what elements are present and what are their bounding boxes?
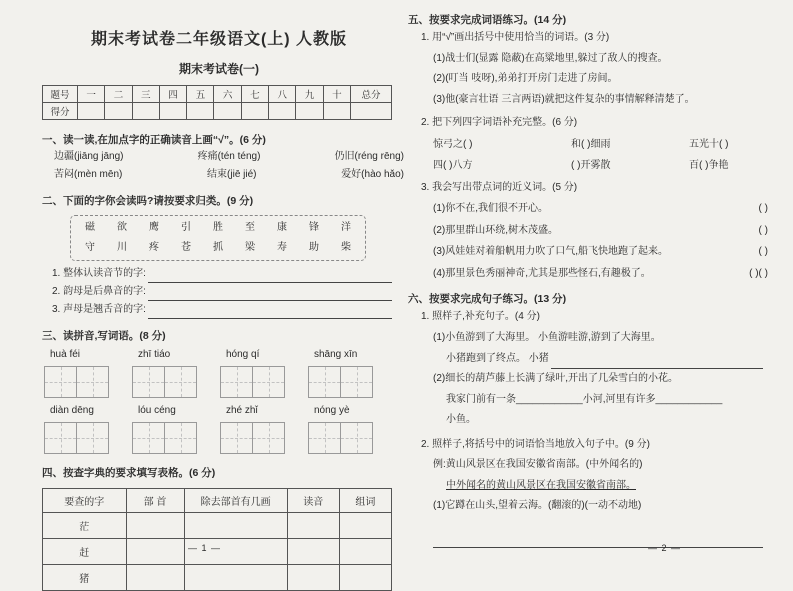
writing-cell [220, 366, 253, 398]
lookup-char-cell: 茫 [43, 513, 127, 539]
pinyin-choice-item: 边疆(jiāng jāng) [54, 151, 124, 162]
score-empty-cell [187, 103, 214, 120]
sentence-example-answer [446, 476, 773, 497]
sentence-example: 例:黄山风景区在我国安徽省南部。(中外闻名的) [433, 459, 643, 470]
dictionary-table [42, 488, 392, 591]
score-header-cell: 八 [269, 86, 296, 103]
empty-cell [287, 539, 339, 565]
score-header-cell: 九 [296, 86, 323, 103]
classify-question-label: 1. 整体认读音节的字: [52, 268, 146, 279]
pinyin-choice-item: 疼痛(tén téng) [197, 151, 261, 162]
sentence-example: (1)小鱼游到了大海里。 小鱼游哇游,游到了大海里。 [433, 331, 661, 343]
pinyin-word [42, 405, 130, 454]
pinyin-label: lóu céng [138, 405, 176, 416]
idiom-item: 和( )细雨 [571, 138, 611, 150]
dictionary-row [43, 565, 392, 591]
dictionary-row [43, 513, 392, 539]
answer-paren: ( ) [758, 224, 768, 236]
writing-cell [76, 422, 109, 454]
score-table-score-row [43, 103, 392, 120]
page-2 [402, 0, 793, 561]
classify-char: 欲 [117, 222, 127, 233]
idiom-item: 五光十( ) [689, 138, 729, 150]
empty-cell [339, 513, 391, 539]
sentence-fill-text: 小鱼。 [446, 414, 476, 425]
section6-q2-label: 2. 照样子,将括号中的词语恰当地放入句子中。(9 分) [421, 438, 650, 450]
section5-q1-label: 1. 用“√”画出括号中使用恰当的词语。(3 分) [421, 32, 610, 43]
pinyin-choice-item: 爱好(hào hǎo) [341, 169, 404, 180]
sentence-fill-label: 小猪跑到了终点。 小猪 [446, 353, 549, 364]
word-choice-item: (2)(叮当 吱呀),弟弟打开房门走进了房间。 [433, 73, 618, 84]
dict-header-cell: 组词 [339, 489, 391, 513]
writing-grid [132, 422, 218, 454]
classify-question-label: 3. 声母是翘舌音的字: [52, 304, 146, 315]
score-header-cell: 十 [323, 86, 350, 103]
empty-cell [339, 539, 391, 565]
idiom-item: 百( )争艳 [689, 159, 729, 171]
score-label-cell: 得分 [43, 103, 78, 120]
score-header-cell: 三 [132, 86, 159, 103]
section2-header: 二、下面的字你会读吗?请按要求归类。(9 分) [42, 195, 254, 207]
idiom-row-1 [408, 134, 766, 155]
classify-char: 梁 [245, 242, 255, 253]
page-number-1: — 1 — [188, 543, 222, 553]
section5-header: 五、按要求完成词语练习。(14 分) [408, 14, 567, 26]
score-empty-cell [351, 103, 392, 120]
synonym-item [408, 241, 768, 263]
word-choice-item: (1)战士们(显露 隐蔽)在高粱地里,躲过了敌人的搜查。 [433, 52, 668, 64]
idiom-item: 惊弓之( ) [433, 138, 473, 150]
classify-question-2 [42, 283, 392, 301]
section5-q2-label: 2. 把下列四字词语补充完整。(6 分) [421, 117, 578, 128]
classify-char: 助 [309, 242, 319, 253]
writing-cell [308, 422, 341, 454]
classify-char: 康 [277, 222, 287, 233]
pinyin-choice-item: 苦闷(mèn mēn) [54, 169, 123, 180]
score-header-cell: 题号 [43, 86, 78, 103]
writing-cell [132, 422, 165, 454]
page-number-2: — 2 — [648, 543, 682, 553]
section6-q1-label: 1. 照样子,补充句子。(4 分) [421, 311, 540, 322]
pinyin-choice-item: 仍旧(réng rēng) [334, 151, 404, 162]
score-header-cell: 一 [78, 86, 105, 103]
classify-char: 疼 [149, 242, 159, 253]
writing-grid [220, 422, 306, 454]
score-empty-cell [323, 103, 350, 120]
sentence-example: (2)细长的葫芦藤上长满了绿叶,开出了几朵雪白的小花。 [433, 373, 678, 384]
pinyin-word [130, 349, 218, 398]
classify-question-3 [42, 301, 392, 319]
classify-char: 柴 [341, 242, 351, 253]
pinyin-label: shāng xīn [314, 349, 358, 360]
pinyin-label: nóng yè [314, 405, 350, 416]
classify-char: 抓 [213, 242, 223, 253]
character-row-2 [85, 238, 351, 258]
classify-char: 磁 [85, 222, 95, 233]
dictionary-table-header [43, 489, 392, 513]
character-box [70, 215, 366, 261]
empty-cell [126, 513, 184, 539]
synonym-sentence: (3)风娃娃对着船帆用力吹了口气,船飞快地跑了起来。 [433, 246, 668, 257]
writing-grid [44, 422, 130, 454]
score-header-cell: 七 [241, 86, 268, 103]
writing-grid [220, 366, 306, 398]
score-table [42, 85, 392, 120]
answer-blank-line [433, 517, 763, 548]
empty-cell [184, 513, 287, 539]
score-empty-cell [132, 103, 159, 120]
pinyin-label: diàn dēng [50, 405, 94, 416]
pinyin-label: huà féi [50, 349, 81, 360]
lookup-char-cell: 赶 [43, 539, 127, 565]
writing-grid [132, 366, 218, 398]
section4-header: 四、按查字典的要求填写表格。(6 分) [42, 467, 216, 479]
section6-header: 六、按要求完成句子练习。(13 分) [408, 293, 567, 305]
writing-cell [164, 422, 197, 454]
word-choice-item: (3)他(豪言壮语 三言两语)就把这件复杂的事情解释清楚了。 [433, 93, 695, 105]
writing-grid [308, 422, 394, 454]
synonym-sentence: (1)你不在,我们很不开心。 [433, 203, 548, 214]
pinyin-writing-row-2 [42, 405, 394, 454]
empty-cell [287, 565, 339, 591]
synonym-item [408, 198, 768, 220]
dict-header-cell: 读音 [287, 489, 339, 513]
empty-cell [126, 539, 184, 565]
pinyin-word [218, 405, 306, 454]
classify-char: 寿 [277, 242, 287, 253]
classify-char: 苍 [181, 242, 191, 253]
score-header-cell: 二 [105, 86, 132, 103]
section5-q3-label: 3. 我会写出带点词的近义词。(5 分) [421, 181, 578, 193]
synonym-item [408, 263, 768, 285]
writing-cell [44, 366, 77, 398]
writing-cell [132, 366, 165, 398]
writing-cell [76, 366, 109, 398]
writing-cell [340, 366, 373, 398]
score-empty-cell [214, 103, 241, 120]
character-row-1 [85, 218, 351, 238]
section1-header: 一、读一读,在加点字的正确读音上画“√”。(6 分) [42, 134, 266, 146]
pinyin-choice-item: 结束(jiē jié) [207, 169, 257, 180]
classify-question-label: 2. 韵母是后鼻音的字: [52, 286, 146, 297]
classify-question-1 [42, 265, 392, 283]
pinyin-word [306, 349, 394, 398]
writing-cell [44, 422, 77, 454]
classify-char: 引 [181, 222, 191, 233]
classify-char: 洋 [341, 222, 351, 233]
dict-header-cell: 除去部首有几画 [184, 489, 287, 513]
writing-cell [308, 366, 341, 398]
answer-paren: ( )( ) [749, 267, 768, 279]
answer-paren: ( ) [758, 246, 768, 257]
classify-char: 胜 [213, 222, 223, 233]
score-empty-cell [78, 103, 105, 120]
score-empty-cell [269, 103, 296, 120]
sentence-fill-text: 我家门前有一条____________小河,河里有许多____________ [446, 393, 723, 405]
section1-row1 [54, 148, 404, 166]
synonym-item [408, 220, 768, 242]
idiom-item: ( )开雾散 [571, 159, 611, 171]
answer-blank-line [148, 269, 392, 283]
pinyin-label: zhé zhǐ [226, 405, 258, 416]
score-header-cell: 五 [187, 86, 214, 103]
classify-char: 锋 [309, 222, 319, 233]
classify-char: 鹰 [149, 222, 159, 233]
paper-title: 期末考试卷二年级语文(上) 人教版 [90, 31, 348, 48]
writing-cell [252, 422, 285, 454]
writing-grid [308, 366, 394, 398]
answer-blank-line [551, 355, 763, 369]
dict-header-cell: 部 首 [126, 489, 184, 513]
score-empty-cell [296, 103, 323, 120]
answer-paren: ( ) [758, 203, 768, 214]
pinyin-word [218, 349, 306, 398]
pinyin-word [130, 405, 218, 454]
sentence-rewrite-item: (1)它蹲在山头,望着云海。(翻滚的)(一动不动地) [433, 500, 642, 511]
score-empty-cell [105, 103, 132, 120]
writing-cell [340, 422, 373, 454]
dict-header-cell: 要查的字 [43, 489, 127, 513]
writing-cell [252, 366, 285, 398]
answer-blank-line [148, 305, 392, 319]
empty-cell [184, 565, 287, 591]
pinyin-word [42, 349, 130, 398]
writing-grid [44, 366, 130, 398]
pinyin-word [306, 405, 394, 454]
section3-header: 三、读拼音,写词语。(8 分) [42, 330, 166, 342]
classify-char: 守 [85, 242, 95, 253]
synonym-sentence: (2)那里群山环绕,树木茂盛。 [433, 224, 558, 236]
score-empty-cell [159, 103, 186, 120]
writing-cell [220, 422, 253, 454]
score-header-cell: 总分 [351, 86, 392, 103]
empty-cell [126, 565, 184, 591]
empty-cell [287, 513, 339, 539]
classify-char: 川 [117, 242, 127, 253]
score-empty-cell [241, 103, 268, 120]
lookup-char-cell: 猪 [43, 565, 127, 591]
pinyin-label: zhī tiáo [138, 349, 171, 360]
paper-subtitle: 期末考试卷(一) [179, 62, 259, 76]
pinyin-label: hóng qí [226, 349, 260, 360]
synonym-sentence: (4)那里景色秀丽神奇,尤其是那些怪石,有趣极了。 [433, 267, 651, 279]
classify-char: 至 [245, 222, 255, 233]
pinyin-writing-row-1 [42, 349, 394, 398]
writing-cell [164, 366, 197, 398]
answer-blank-line [148, 287, 392, 301]
score-header-cell: 四 [159, 86, 186, 103]
empty-cell [339, 565, 391, 591]
score-header-cell: 六 [214, 86, 241, 103]
idiom-item: 四( )八方 [433, 159, 473, 171]
section1-row2 [54, 166, 404, 184]
score-table-header-row [43, 86, 392, 103]
idiom-row-2 [408, 155, 766, 176]
underlined-example: 中外闻名的黄山风景区在我国安徽省南部。 [446, 479, 636, 491]
sentence-fill-line [408, 348, 763, 369]
